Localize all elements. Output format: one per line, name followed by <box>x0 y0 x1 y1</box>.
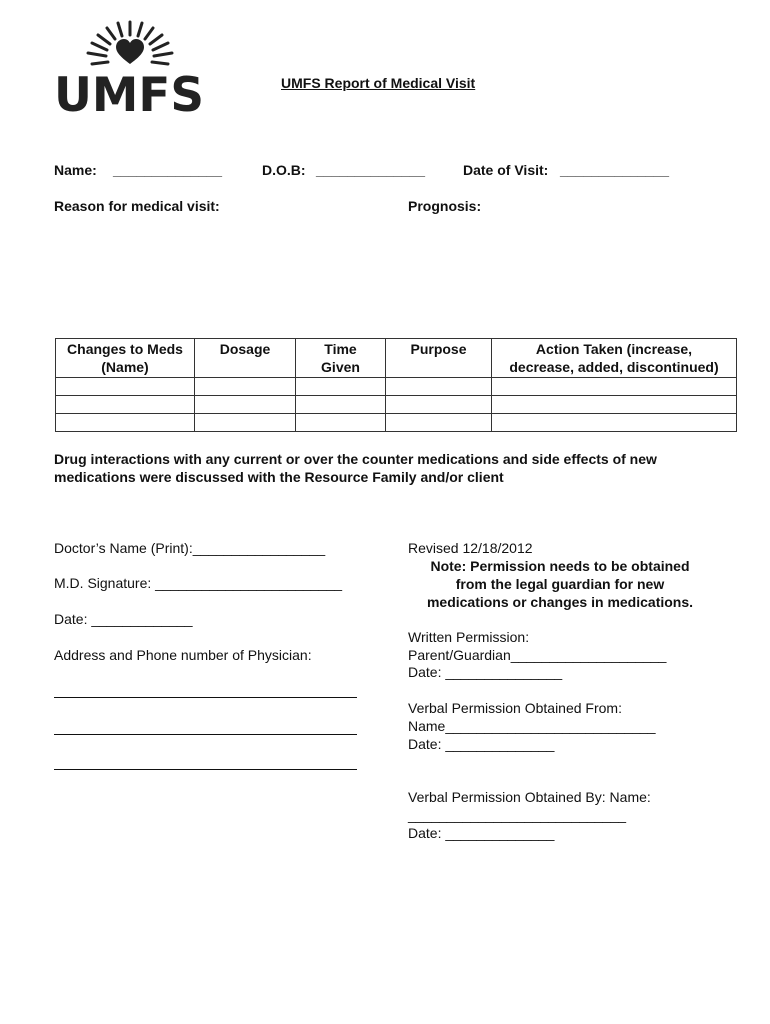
table-row <box>56 378 737 396</box>
col-header-line: decrease, added, discontinued) <box>509 359 719 375</box>
name-field[interactable]: ______________ <box>113 162 223 178</box>
table-cell[interactable] <box>56 414 195 432</box>
address-line[interactable] <box>54 769 357 770</box>
col-header-action-taken <box>492 339 737 378</box>
col-header-line: Dosage <box>219 341 271 357</box>
col-header-line: Purpose <box>410 341 467 357</box>
interactions-note-line: medications were discussed with the Resource Family and/or client <box>54 469 504 485</box>
col-header-line: Time <box>324 341 357 357</box>
dob-field[interactable]: ______________ <box>316 162 426 178</box>
col-header-purpose <box>386 339 492 378</box>
medication-changes-table <box>55 338 737 432</box>
col-header-line: Given <box>321 359 360 375</box>
verbal-from-name-field[interactable]: Name___________________________ <box>408 718 656 734</box>
revised-date: Revised 12/18/2012 <box>408 540 533 556</box>
written-permission-label: Written Permission: <box>408 629 530 645</box>
col-header-line: (Name) <box>101 359 149 375</box>
col-header-dosage <box>195 339 296 378</box>
verbal-by-name-field[interactable]: ____________________________ <box>408 807 627 823</box>
permission-note-line: medications or changes in medications. <box>426 594 694 610</box>
table-cell[interactable] <box>195 396 296 414</box>
interactions-note-line: Drug interactions with any current or over the counter medications and side effects of new <box>54 451 657 467</box>
reason-label: Reason for medical visit: <box>54 198 220 214</box>
table-cell[interactable] <box>195 414 296 432</box>
table-cell[interactable] <box>492 414 737 432</box>
table-cell[interactable] <box>56 396 195 414</box>
col-header-line: Action Taken (increase, <box>535 341 693 357</box>
md-signature-field[interactable]: M.D. Signature: ________________________ <box>54 575 343 591</box>
doctor-name-field[interactable]: Doctor’s Name (Print):_________________ <box>54 540 326 556</box>
table-header-row <box>56 339 737 378</box>
permission-note-line: Note: Permission needs to be obtained <box>430 558 690 574</box>
verbal-from-date-field[interactable]: Date: ______________ <box>408 736 555 752</box>
address-phone-label: Address and Phone number of Physician: <box>54 647 312 663</box>
table-row <box>56 396 737 414</box>
permission-note-line: from the legal guardian for new <box>455 576 665 592</box>
parent-guardian-field[interactable]: Parent/Guardian____________________ <box>408 647 667 663</box>
table-cell[interactable] <box>492 378 737 396</box>
table-cell[interactable] <box>296 414 386 432</box>
dob-label: D.O.B: <box>262 162 306 178</box>
written-permission-date-field[interactable]: Date: _______________ <box>408 664 563 680</box>
table-cell[interactable] <box>386 378 492 396</box>
document-title: UMFS Report of Medical Visit <box>281 75 476 91</box>
col-header-changes-to-meds <box>56 339 195 378</box>
table-cell[interactable] <box>56 378 195 396</box>
date-of-visit-label: Date of Visit: <box>463 162 549 178</box>
verbal-by-label: Verbal Permission Obtained By: Name: <box>408 789 651 805</box>
table-cell[interactable] <box>195 378 296 396</box>
col-header-time-given <box>296 339 386 378</box>
umfs-logo <box>52 20 208 114</box>
address-line[interactable] <box>54 697 357 698</box>
col-header-line: Changes to Meds <box>67 341 183 357</box>
verbal-by-date-field[interactable]: Date: ______________ <box>408 825 555 841</box>
date-of-visit-field[interactable]: ______________ <box>560 162 670 178</box>
table-cell[interactable] <box>386 396 492 414</box>
table-row <box>56 414 737 432</box>
table-cell[interactable] <box>296 396 386 414</box>
doctor-date-field[interactable]: Date: _____________ <box>54 611 193 627</box>
table-cell[interactable] <box>296 378 386 396</box>
address-line[interactable] <box>54 734 357 735</box>
verbal-from-label: Verbal Permission Obtained From: <box>408 700 622 716</box>
name-label: Name: <box>54 162 97 178</box>
logo-wordmark: UMFS <box>54 68 204 114</box>
prognosis-label: Prognosis: <box>408 198 482 214</box>
table-cell[interactable] <box>492 396 737 414</box>
sunburst-icon <box>88 22 172 64</box>
table-cell[interactable] <box>386 414 492 432</box>
